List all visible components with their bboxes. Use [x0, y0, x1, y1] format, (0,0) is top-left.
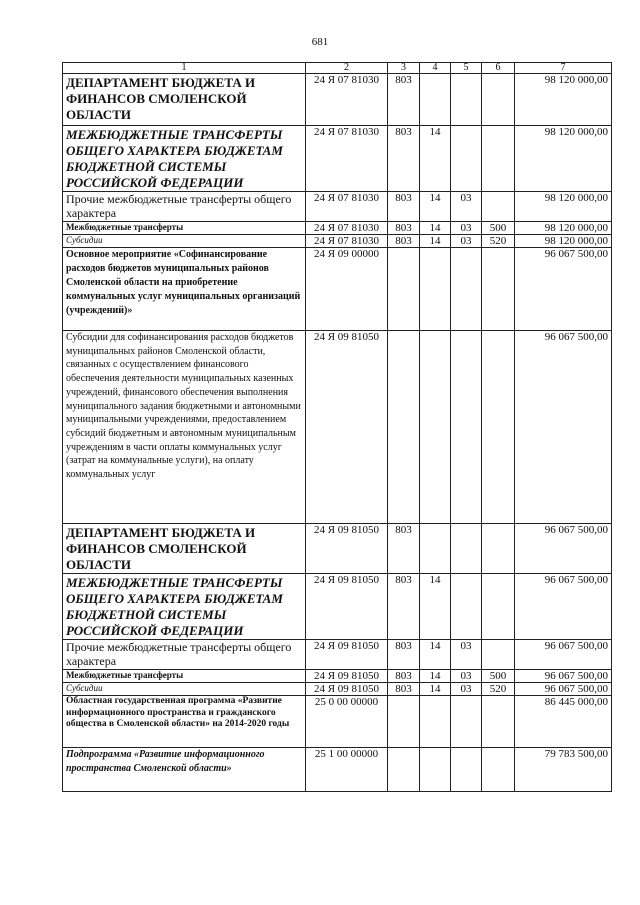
- row-name: Прочие межбюджетные трансферты общего характера: [63, 192, 306, 222]
- row-name: Межбюджетные трансферты: [63, 222, 306, 235]
- row-csr: 24 Я 07 81030: [306, 126, 388, 192]
- row-rz: 14: [420, 683, 451, 696]
- row-grbs: 803: [388, 74, 420, 126]
- row-vr: [482, 640, 515, 670]
- header-cell: 4: [420, 63, 451, 74]
- row-grbs: 803: [388, 670, 420, 683]
- row-grbs: 803: [388, 126, 420, 192]
- row-grbs: 803: [388, 222, 420, 235]
- header-cell: 7: [515, 63, 612, 74]
- row-pr: 03: [451, 235, 482, 248]
- header-cell: 3: [388, 63, 420, 74]
- table-row: [63, 74, 612, 126]
- row-pr: [451, 126, 482, 192]
- row-rz: [420, 74, 451, 126]
- row-name: МЕЖБЮДЖЕТНЫЕ ТРАНСФЕРТЫ ОБЩЕГО ХАРАКТЕРА БЮДЖЕТАМ БЮДЖЕТНОЙ СИСТЕМЫ РОССИЙСКОЙ ФЕДЕРАЦИИ: [63, 126, 306, 192]
- header-cell: 2: [306, 63, 388, 74]
- row-rz: 14: [420, 670, 451, 683]
- row-pr: [451, 748, 482, 792]
- row-csr: 24 Я 09 81050: [306, 683, 388, 696]
- row-grbs: [388, 248, 420, 331]
- row-pr: 03: [451, 640, 482, 670]
- row-sum: 98 120 000,00: [515, 126, 612, 192]
- row-vr: 520: [482, 235, 515, 248]
- table-row: [63, 248, 612, 331]
- row-grbs: [388, 748, 420, 792]
- row-pr: 03: [451, 683, 482, 696]
- row-name: Подпрограмма «Развитие информационного пространства Смоленской области»: [63, 748, 306, 792]
- row-sum: 86 445 000,00: [515, 696, 612, 748]
- table-row: [63, 748, 612, 792]
- row-sum: 96 067 500,00: [515, 683, 612, 696]
- row-pr: [451, 74, 482, 126]
- row-sum: 96 067 500,00: [515, 574, 612, 640]
- row-rz: [420, 248, 451, 331]
- row-rz: 14: [420, 640, 451, 670]
- row-rz: [420, 696, 451, 748]
- row-rz: [420, 524, 451, 574]
- row-rz: 14: [420, 192, 451, 222]
- row-sum: 98 120 000,00: [515, 235, 612, 248]
- row-name: Основное мероприятие «Софинансирование расходов бюджетов муниципальных районов Смоленской области на приобретение коммунальных услуг муниципальных организаций (учреждений)»: [63, 248, 306, 331]
- table-row: [63, 670, 612, 683]
- row-grbs: 803: [388, 524, 420, 574]
- row-pr: [451, 331, 482, 524]
- row-vr: 500: [482, 222, 515, 235]
- row-name: Субсидии: [63, 235, 306, 248]
- table-row: [63, 696, 612, 748]
- row-csr: 24 Я 09 81050: [306, 524, 388, 574]
- row-pr: [451, 248, 482, 331]
- row-csr: 24 Я 07 81030: [306, 74, 388, 126]
- row-sum: 96 067 500,00: [515, 640, 612, 670]
- table-header-row: [63, 63, 612, 74]
- row-vr: [482, 331, 515, 524]
- row-vr: [482, 192, 515, 222]
- row-grbs: 803: [388, 235, 420, 248]
- table-row: [63, 235, 612, 248]
- table-row: [63, 192, 612, 222]
- row-csr: 24 Я 07 81030: [306, 235, 388, 248]
- row-pr: 03: [451, 670, 482, 683]
- row-csr: 25 0 00 00000: [306, 696, 388, 748]
- row-name: ДЕПАРТАМЕНТ БЮДЖЕТА И ФИНАНСОВ СМОЛЕНСКОЙ ОБЛАСТИ: [63, 74, 306, 126]
- row-name: Межбюджетные трансферты: [63, 670, 306, 683]
- row-pr: 03: [451, 192, 482, 222]
- row-sum: 96 067 500,00: [515, 670, 612, 683]
- table-row: [63, 331, 612, 524]
- row-sum: 96 067 500,00: [515, 524, 612, 574]
- row-vr: [482, 126, 515, 192]
- row-sum: 98 120 000,00: [515, 222, 612, 235]
- row-vr: 500: [482, 670, 515, 683]
- row-rz: 14: [420, 126, 451, 192]
- row-csr: 24 Я 09 81050: [306, 574, 388, 640]
- row-sum: 98 120 000,00: [515, 74, 612, 126]
- row-grbs: 803: [388, 574, 420, 640]
- row-sum: 96 067 500,00: [515, 248, 612, 331]
- table-row: [63, 524, 612, 574]
- row-pr: [451, 696, 482, 748]
- row-name: Областная государственная программа «Развитие информационного пространства и гражданского общества в Смоленской области» на 2014-2020 годы: [63, 696, 306, 748]
- row-sum: 96 067 500,00: [515, 331, 612, 524]
- row-vr: [482, 574, 515, 640]
- row-pr: [451, 574, 482, 640]
- row-vr: [482, 748, 515, 792]
- row-csr: 24 Я 09 81050: [306, 331, 388, 524]
- row-pr: 03: [451, 222, 482, 235]
- table-row: [63, 640, 612, 670]
- header-cell: 6: [482, 63, 515, 74]
- row-sum: 98 120 000,00: [515, 192, 612, 222]
- row-csr: 24 Я 07 81030: [306, 192, 388, 222]
- table-row: [63, 126, 612, 192]
- page-number: 681: [311, 36, 329, 48]
- row-rz: [420, 748, 451, 792]
- row-rz: [420, 331, 451, 524]
- row-grbs: [388, 331, 420, 524]
- row-grbs: [388, 696, 420, 748]
- row-name: Прочие межбюджетные трансферты общего характера: [63, 640, 306, 670]
- row-sum: 79 783 500,00: [515, 748, 612, 792]
- row-rz: 14: [420, 574, 451, 640]
- row-grbs: 803: [388, 192, 420, 222]
- row-csr: 24 Я 09 81050: [306, 670, 388, 683]
- row-pr: [451, 524, 482, 574]
- table-row: [63, 222, 612, 235]
- row-vr: [482, 696, 515, 748]
- row-rz: 14: [420, 222, 451, 235]
- row-csr: 24 Я 09 00000: [306, 248, 388, 331]
- row-vr: [482, 74, 515, 126]
- table-row: [63, 574, 612, 640]
- row-vr: [482, 524, 515, 574]
- row-name: МЕЖБЮДЖЕТНЫЕ ТРАНСФЕРТЫ ОБЩЕГО ХАРАКТЕРА БЮДЖЕТАМ БЮДЖЕТНОЙ СИСТЕМЫ РОССИЙСКОЙ ФЕДЕРАЦИИ: [63, 574, 306, 640]
- budget-table: [62, 62, 612, 792]
- row-name: Субсидии: [63, 683, 306, 696]
- row-name: Субсидии для софинансирования расходов бюджетов муниципальных районов Смоленской области, связанных с осуществлением финансового обеспечения деятельности муниципальных казенных учреждений, финансового обеспечения выполнения муниципального задания бюджетными и автономными муниципальными учреждениями, предоставлением субсидий бюджетным и автономным муниципальным учреждениям в части оплаты коммунальных услуг (затрат на коммунальные услуги), на оплату коммунальных услуг: [63, 331, 306, 524]
- header-cell: 5: [451, 63, 482, 74]
- row-name: ДЕПАРТАМЕНТ БЮДЖЕТА И ФИНАНСОВ СМОЛЕНСКОЙ ОБЛАСТИ: [63, 524, 306, 574]
- row-csr: 25 1 00 00000: [306, 748, 388, 792]
- header-cell: 1: [63, 63, 306, 74]
- row-vr: [482, 248, 515, 331]
- row-grbs: 803: [388, 640, 420, 670]
- row-rz: 14: [420, 235, 451, 248]
- row-csr: 24 Я 07 81030: [306, 222, 388, 235]
- row-csr: 24 Я 09 81050: [306, 640, 388, 670]
- row-vr: 520: [482, 683, 515, 696]
- table-row: [63, 683, 612, 696]
- row-grbs: 803: [388, 683, 420, 696]
